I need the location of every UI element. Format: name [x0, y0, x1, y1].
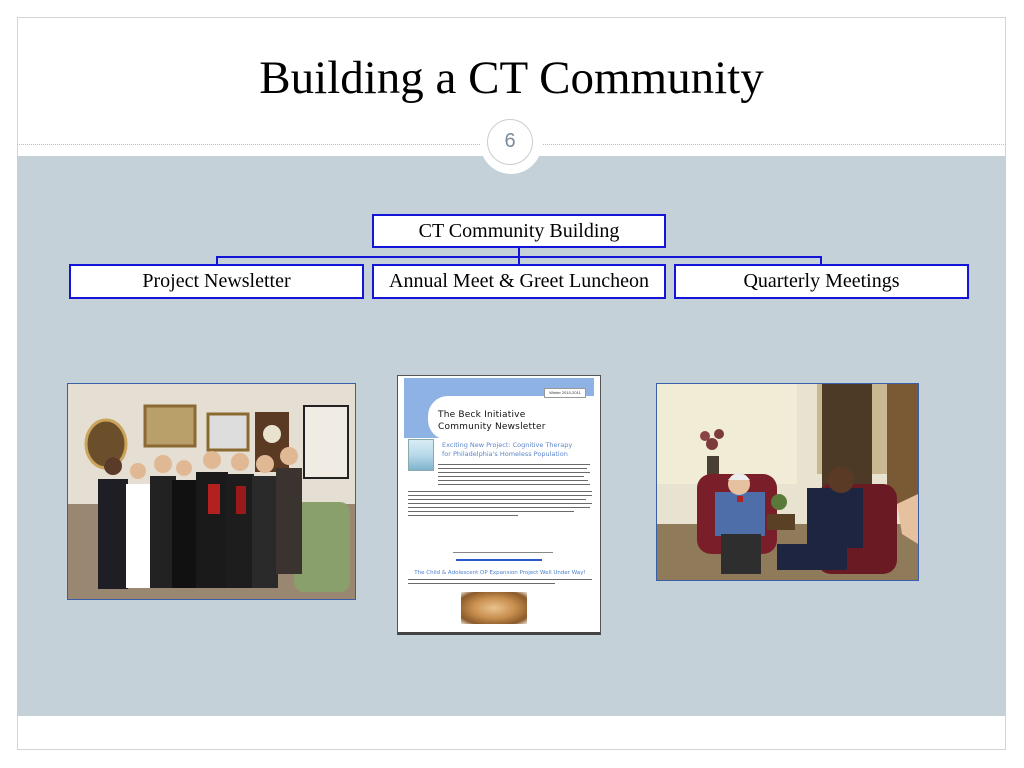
newsletter-preview — [397, 375, 601, 635]
newsletter-thumbnail-icon — [408, 439, 434, 471]
slide-title: Building a CT Community — [259, 52, 764, 104]
org-root-label: CT Community Building — [418, 220, 620, 242]
org-child-label: Annual Meet & Greet Luncheon — [389, 270, 649, 292]
org-child-label: Project Newsletter — [142, 270, 291, 292]
slide-number-badge — [480, 112, 542, 174]
org-child-luncheon — [372, 264, 666, 299]
org-child-label: Quarterly Meetings — [743, 270, 900, 292]
newsletter-title-line1: The Beck Initiative — [438, 410, 526, 420]
newsletter-subhead-line2: for Philadelphia's Homeless Population — [442, 450, 568, 458]
newsletter-paragraph-3 — [408, 579, 592, 591]
org-child-newsletter — [69, 264, 364, 299]
newsletter-footer-photo — [461, 592, 527, 624]
group-photo — [67, 383, 356, 600]
newsletter-title — [438, 409, 588, 433]
newsletter-subhead-line1: Exciting New Project: Cognitive Therapy — [442, 441, 573, 449]
newsletter-paragraph-2 — [408, 491, 592, 537]
interview-photo-icon — [657, 384, 918, 580]
slide-number: 6 — [487, 119, 533, 165]
newsletter-links — [456, 559, 542, 561]
interview-photo — [656, 383, 919, 581]
newsletter-contact-line — [453, 552, 553, 558]
group-photo-icon — [68, 384, 355, 599]
newsletter-issue: Winter 2010-2011 — [544, 388, 586, 398]
newsletter-title-line2: Community Newsletter — [438, 422, 546, 432]
org-child-meetings — [674, 264, 969, 299]
newsletter-section-head: The Child & Adolescent OP Expansion Project Well Under Way! — [414, 570, 586, 576]
org-root-box — [372, 214, 666, 248]
newsletter-subhead — [442, 441, 592, 459]
